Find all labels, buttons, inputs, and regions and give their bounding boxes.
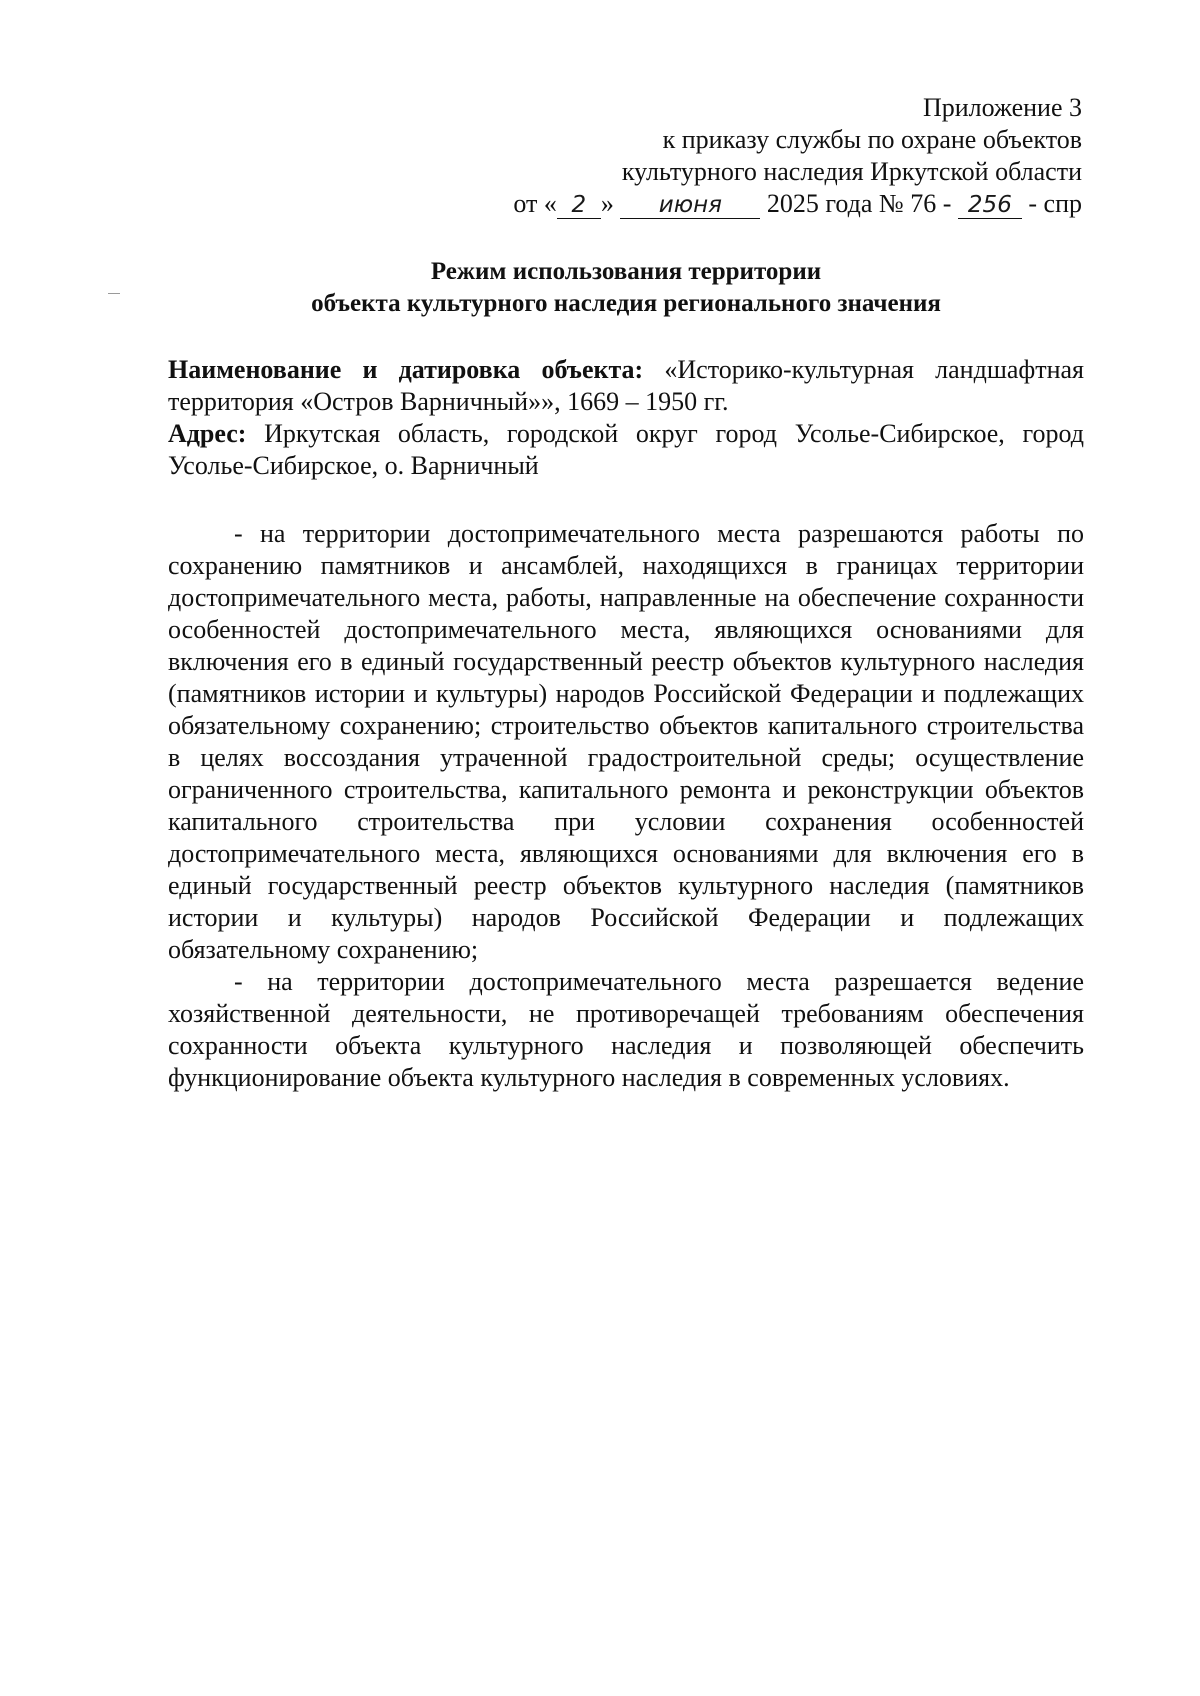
date-mid: »: [600, 189, 614, 218]
object-name-value: «Историко-культурная ландшафтная территория «Остров Варничный»», 1669 – 1950 гг.: [168, 355, 1084, 416]
object-address-paragraph: [168, 418, 1084, 482]
appendix-title: Приложение 3: [922, 93, 1082, 122]
object-name-label: Наименование и датировка объекта:: [168, 355, 644, 384]
number-suffix: - спр: [1028, 189, 1082, 218]
year-and-number-prefix: 2025 года № 76 -: [766, 189, 952, 218]
margin-mark: [108, 293, 120, 294]
heading-line-1: Режим использования территории: [430, 258, 822, 285]
handwritten-day: 2: [557, 192, 601, 219]
handwritten-number: 256: [958, 192, 1022, 219]
object-info: [168, 354, 1084, 482]
heading-line-2: объекта культурного наследия регионального значения: [311, 290, 941, 317]
document-heading: [166, 256, 1086, 320]
regime-text: [168, 518, 1084, 1094]
object-address-label: Адрес:: [168, 419, 247, 448]
object-address-value: Иркутская область, городской округ город Усолье-Сибирское, город Усолье-Сибирское, о. Варничный: [168, 419, 1085, 480]
regime-paragraph-2: - на территории достопримечательного места разрешается ведение хозяйственной деятельности, не противоречащей требованиям обеспечения сохранности объекта культурного наследия и позволяющей обеспечить функционирование объекта культурного наследия в современных условиях.: [168, 967, 1084, 1092]
appendix-order-line: к приказу службы по охране объектов: [662, 125, 1082, 154]
object-name-paragraph: [168, 354, 1084, 418]
appendix-block: [513, 92, 1082, 220]
date-prefix: от «: [513, 189, 557, 218]
appendix-date-line: [513, 188, 1082, 220]
appendix-authority-line: культурного наследия Иркутской области: [621, 157, 1082, 186]
handwritten-month: июня: [620, 192, 760, 219]
regime-paragraph-1: - на территории достопримечательного места разрешаются работы по сохранению памятников и ансамблей, находящихся в границах территории достопримечательного места, работы, направленные на обеспечение сохранности особенностей достопримечательного места, являющихся основаниями для включения его в единый государственный реестр объектов культурного наследия (памятников истории и культуры) народов Российской Федерации и подлежащих обязательному сохранению; строительство объектов капитального строительства в целях воссоздания утраченной градостроительной среды; осуществление ограниченного строительства, капитального ремонта и реконструкции объектов капитального строительства при условии сохранения особенностей достопримечательного места, являющихся основаниями для включения его в единый государственный реестр объектов культурного наследия (памятников истории и культуры) народов Российской Федерации и подлежащих обязательному сохранению;: [168, 519, 1084, 964]
